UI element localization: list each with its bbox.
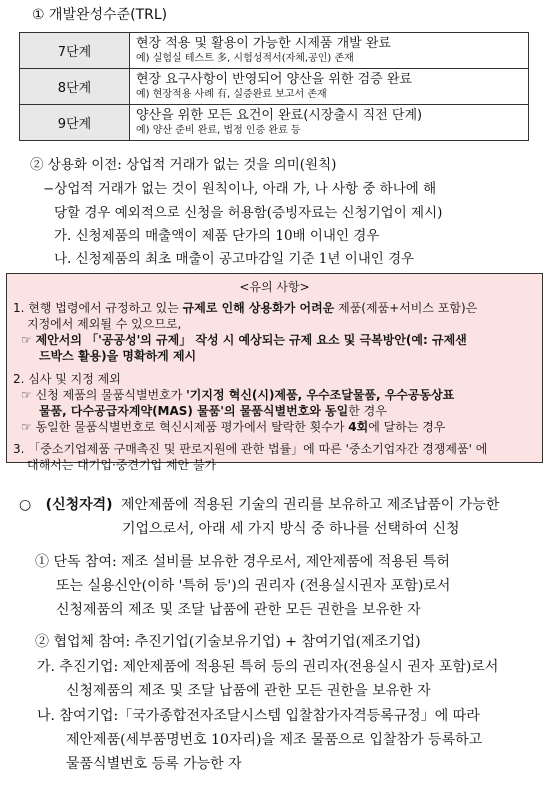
- eligibility-label: (신청자격): [45, 497, 113, 513]
- caution-arrow-line: [21, 420, 445, 435]
- commercial-item: 나. 신청제품의 최초 매출이 공고마감일 기준 1년 이내인 경우: [54, 251, 415, 267]
- caution-emphasis: 제안서의 「'공공성'의 규제」 작성 시 예상되는 규제 요소 및 극복방안(예: 규제샌: [35, 333, 467, 347]
- caution-text: 한 경우: [348, 404, 387, 418]
- option-1-text: 또는 실용신안(이하 '특허 등')의 권리자 (전용실시권자 포함)로서: [56, 578, 451, 594]
- trl-desc-cell: [130, 69, 529, 105]
- caution-emphasis: 물품, 다수공급자계약(MAS) 물품'의 물품식별번호와 동일: [39, 404, 349, 418]
- caution-box: [6, 273, 543, 472]
- caution-text: 에 달하는 경우: [368, 420, 446, 434]
- bullet-icon: ○: [19, 497, 32, 513]
- pointing-hand-icon: ☞: [21, 333, 36, 347]
- option-1: ① 단독 참여: 제조 설비를 보유한 경우로서, 제안제품에 적용된 특허: [35, 554, 450, 570]
- caution-text: 대해서는 대기업·중견기업 제안 불가: [27, 458, 217, 472]
- eligibility-text: 기업으로서, 아래 세 가지 방식 중 하나를 선택하여 신청: [122, 521, 460, 537]
- caution-emphasis: 4회: [348, 420, 369, 434]
- commercial-line: −상업적 거래가 없는 것이 원칙이나, 아래 가, 나 사항 중 하나에 해: [43, 181, 437, 197]
- trl-stage-cell: 9단계: [20, 105, 130, 141]
- table-row: [20, 33, 529, 69]
- caution-item-2: 2. 심사 및 지정 제외: [13, 372, 121, 386]
- trl-desc-cell: [130, 105, 529, 141]
- option-2-item: 나. 참여기업:「국가종합전자조달시스템 입찰참가자격등록규정」에 따라: [37, 708, 480, 724]
- caution-text: 제품(제품+서비스 포함)은: [334, 301, 478, 315]
- eligibility-line: [19, 497, 499, 514]
- option-2: ② 협업체 참여: 추진기업(기술보유기업) + 참여기업(제조기업): [35, 634, 421, 650]
- caution-item-1: [13, 301, 477, 316]
- caution-text: 1. 현행 법령에서 규정하고 있는: [13, 301, 183, 315]
- caution-arrow-line: [21, 388, 454, 403]
- caution-emphasis: '기지정 혁신(시)제품, 우수조달물품, 우수공동상표: [186, 388, 455, 402]
- trl-desc: 양산을 위한 모든 요건이 완료(시장출시 직전 단계): [136, 108, 423, 123]
- trl-desc: 현장 요구사항이 반영되어 양산을 위한 검증 완료: [136, 72, 412, 87]
- trl-heading: ① 개발완성수준(TRL): [32, 7, 168, 23]
- caution-title: <유의 사항>: [239, 280, 310, 294]
- option-2-item-text: 신청제품의 제조 및 조달 납품에 관한 모든 권한을 보유한 자: [66, 683, 431, 699]
- trl-example: 예) 양산 준비 완료, 법정 인증 완료 등: [136, 125, 301, 136]
- trl-desc: 현장 적용 및 활용이 가능한 시제품 개발 완료: [136, 36, 391, 51]
- table-row: [20, 105, 529, 141]
- caution-text: ☞ 동일한 물품식별번호로 혁신시제품 평가에서 탈락한 횟수가: [21, 420, 349, 434]
- trl-stage-cell: 8단계: [20, 69, 130, 105]
- option-2-item-text: 물품식별번호 등록 가능한 자: [66, 756, 242, 772]
- caution-arrow-line: [39, 349, 196, 364]
- commercial-heading: ② 상용화 이전: 상업적 거래가 없는 것을 의미(원칙): [30, 157, 337, 173]
- trl-table: [19, 32, 529, 141]
- caution-text: 지정에서 제외될 수 있으므로,: [27, 317, 182, 331]
- caution-text: ☞ 신청 제품의 물품식별번호가: [21, 388, 187, 402]
- commercial-line: 당할 경우 예외적으로 신청을 허용함(증빙자료는 신청기업이 제시): [54, 205, 443, 221]
- eligibility-text: 제안제품에 적용된 기술의 권리를 보유하고 제조납품이 가능한: [121, 497, 500, 513]
- trl-desc-cell: [130, 33, 529, 69]
- caution-arrow-line: [21, 333, 467, 348]
- trl-example: 예) 현장적용 사례 有, 실증완료 보고서 존재: [136, 89, 327, 100]
- caution-item-3: 3. 「중소기업제품 구매촉진 및 판로지원에 관한 법률」에 따른 '중소기업자간 경쟁제품' 에: [13, 442, 488, 456]
- caution-emphasis: 드박스 활용)을 명확하게 제시: [39, 349, 197, 363]
- option-2-item-text: 제안제품(세부품명번호 10자리)을 제조 물품으로 입찰참가 등록하고: [66, 732, 483, 748]
- trl-stage-cell: 7단계: [20, 33, 130, 69]
- table-row: [20, 69, 529, 105]
- option-1-text: 신청제품의 제조 및 조달 납품에 관한 모든 권한을 보유한 자: [56, 602, 421, 618]
- caution-emphasis: 규제로 인해 상용화가 어려운: [182, 301, 335, 315]
- caution-arrow-line: [39, 404, 387, 419]
- commercial-item: 가. 신청제품의 매출액이 제품 단가의 10배 이내인 경우: [54, 228, 380, 244]
- trl-example: 예) 실험실 테스트 多, 시험성적서(자체,공인) 존재: [136, 53, 354, 64]
- option-2-item: 가. 추진기업: 제안제품에 적용된 특허 등의 권리자(전용실시 권자 포함)로서: [37, 659, 499, 675]
